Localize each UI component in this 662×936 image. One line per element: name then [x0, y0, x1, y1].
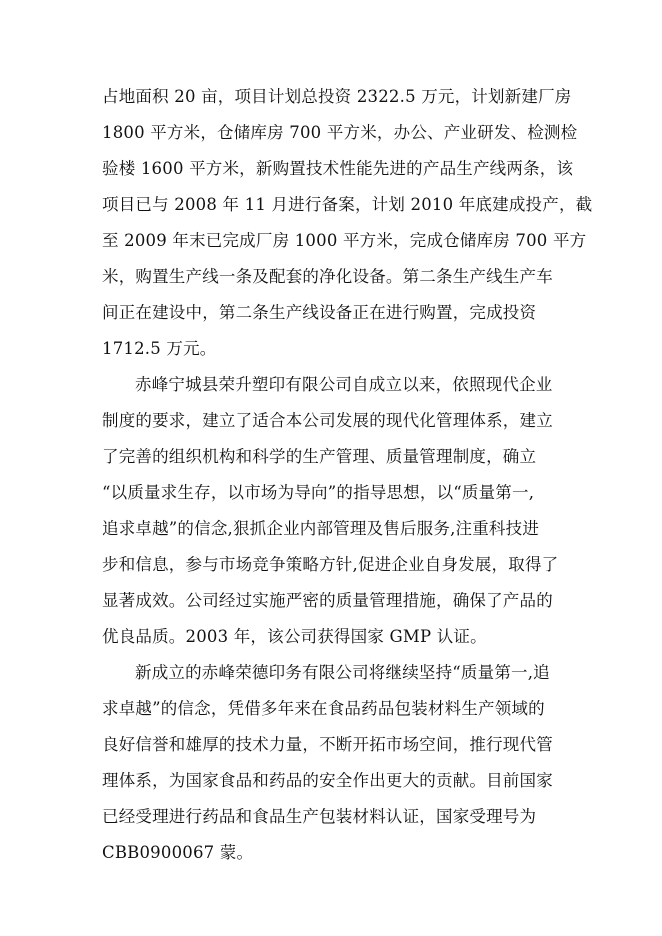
paragraph-3-line-4: 理体系，为国家食品和药品的安全作出更大的贡献。目前国家 [102, 771, 553, 790]
paragraph-1-line-5: 至 2009 年末已完成厂房 1000 平方米，完成仓储库房 700 平方 [102, 231, 587, 250]
paragraph-2-line-4: “以质量求生存，以市场为导向”的指导思想，以“质量第一, [102, 483, 535, 502]
paragraph-2-line-7: 显著成效。公司经过实施严密的质量管理措施，确保了产品的 [102, 591, 553, 610]
paragraph-3-line-6: CBB0900067 蒙。 [102, 843, 254, 862]
paragraph-3-line-1: 新成立的赤峰荣德印务有限公司将继续坚持“质量第一,追 [135, 663, 550, 682]
paragraph-3-line-2: 求卓越”的信念，凭借多年来在食品药品包装材料生产领域的 [102, 699, 545, 718]
paragraph-2-line-5: 追求卓越”的信念,狠抓企业内部管理及售后服务,注重科技进 [102, 519, 540, 538]
paragraph-2-line-2: 制度的要求，建立了适合本公司发展的现代化管理体系，建立 [102, 411, 553, 430]
paragraph-1-line-8: 1712.5 万元。 [102, 339, 217, 358]
paragraph-2-line-1: 赤峰宁城县荣升塑印有限公司自成立以来，依照现代企业 [135, 375, 553, 394]
paragraph-1-line-4: 项目已与 2008 年 11 月进行备案，计划 2010 年底建成投产，截 [102, 195, 593, 214]
paragraph-2-line-8: 优良品质。2003 年，该公司获得国家 GMP 认证。 [102, 627, 487, 646]
paragraph-1-line-6: 米，购置生产线一条及配套的净化设备。第二条生产线生产车 [102, 267, 553, 286]
paragraph-3-line-5: 已经受理进行药品和食品生产包装材料认证，国家受理号为 [102, 807, 537, 826]
paragraph-3-line-3: 良好信誉和雄厚的技术力量，不断开拓市场空间，推行现代管 [102, 735, 553, 754]
paragraph-1-line-7: 间正在建设中，第二条生产线设备正在进行购置，完成投资 [102, 303, 537, 322]
paragraph-1-line-2: 1800 平方米，仓储库房 700 平方米，办公、产业研发、检测检 [102, 123, 578, 142]
paragraph-1-line-3: 验楼 1600 平方米，新购置技术性能先进的产品生产线两条，该 [102, 159, 574, 178]
paragraph-2-line-6: 步和信息，参与市场竞争策略方针,促进企业自身发展，取得了 [102, 555, 559, 574]
paragraph-1-line-1: 占地面积 20 亩，项目计划总投资 2322.5 万元，计划新建厂房 [102, 87, 572, 106]
paragraph-2-line-3: 了完善的组织机构和科学的生产管理、质量管理制度，确立 [102, 447, 537, 466]
